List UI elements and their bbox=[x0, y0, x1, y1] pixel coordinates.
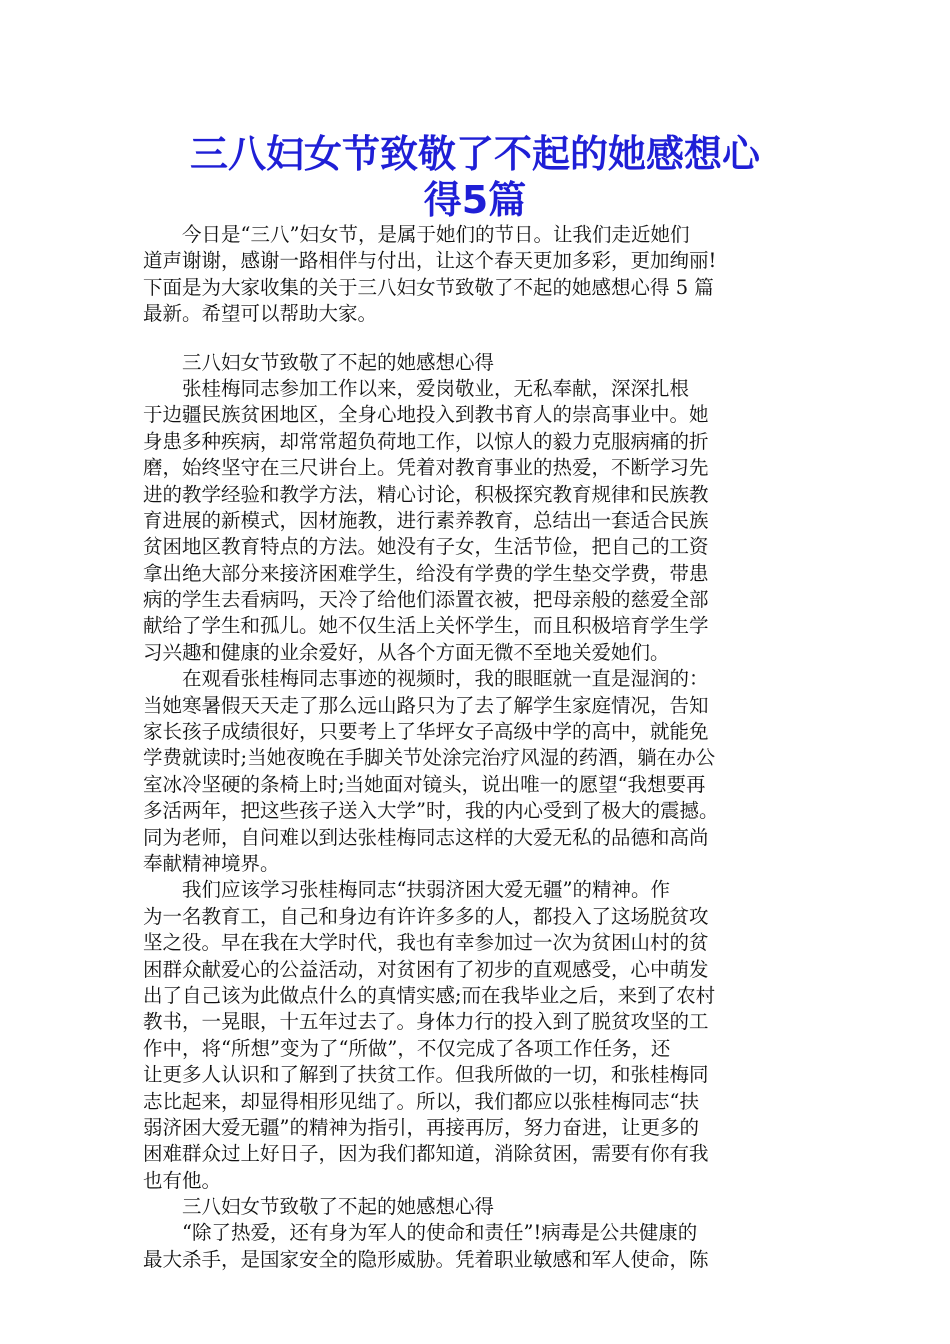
section-heading: 三八妇女节致敬了不起的她感想心得 bbox=[143, 350, 495, 374]
text-line: 作中，将“所想”变为了“所做”，不仅完成了各项工作任务，还 bbox=[143, 1036, 671, 1060]
text-line: 困群众献爱心的公益活动，对贫困有了初步的直观感受，心中萌发 bbox=[143, 957, 709, 981]
text-line: 出了自己该为此做点什么的真情实感;而在我毕业之后，来到了农村 bbox=[143, 983, 716, 1007]
text-line: 弱济困大爱无疆”的精神为指引，再接再厉，努力奋进，让更多的 bbox=[143, 1115, 699, 1139]
text-line: 于边疆民族贫困地区，全身心地投入到教书育人的崇高事业中。她 bbox=[143, 403, 709, 427]
text-line: 磨，始终坚守在三尺讲台上。凭着对教育事业的热爱，不断学习先 bbox=[143, 456, 709, 480]
text-line: 下面是为大家收集的关于三八妇女节致敬了不起的她感想心得 5 篇 bbox=[143, 275, 714, 299]
text-line: 育进展的新模式，因材施教，进行素养教育，总结出一套适合民族 bbox=[143, 508, 709, 532]
section2-paragraph-1 bbox=[143, 1220, 811, 1273]
text-line: 贫困地区教育特点的方法。她没有子女，生活节俭，把自己的工资 bbox=[143, 535, 709, 559]
document-title-line1: 三八妇女节致敬了不起的她感想心 bbox=[189, 132, 760, 176]
text-line: 家长孩子成绩很好，只要考上了华坪女子高级中学的高中，就能免 bbox=[143, 720, 709, 744]
text-line: 病的学生去看病吗，天冷了给他们添置衣被，把母亲般的慈爱全部 bbox=[143, 588, 709, 612]
text-line: 志比起来，却显得相形见绌了。所以，我们都应以张桂梅同志“扶 bbox=[143, 1089, 699, 1113]
document-title-line2: 得5篇 bbox=[423, 178, 527, 222]
section1-paragraph-3 bbox=[143, 877, 811, 1194]
text-line: 今日是“三八”妇女节，是属于她们的节日。让我们走近她们 bbox=[143, 223, 690, 246]
text-line: 也有他。 bbox=[143, 1168, 222, 1192]
text-line: 室冰冷坚硬的条椅上时;当她面对镜头，说出唯一的愿望“我想要再 bbox=[143, 772, 706, 796]
text-line: 我们应该学习张桂梅同志“扶弱济困大爱无疆”的精神。作 bbox=[143, 878, 670, 902]
text-line: 在观看张桂梅同志事迹的视频时，我的眼眶就一直是湿润的： bbox=[143, 667, 709, 691]
text-line: 习兴趣和健康的业余爱好，从各个方面无微不至地关爱她们。 bbox=[143, 640, 670, 664]
text-line: 献给了学生和孤儿。她不仅生活上关怀学生，而且积极培育学生学 bbox=[143, 614, 709, 638]
intro-paragraph bbox=[143, 222, 811, 328]
document-body bbox=[143, 222, 811, 1273]
section-heading: 三八妇女节致敬了不起的她感想心得 bbox=[143, 1195, 495, 1219]
text-line: “除了热爱，还有身为军人的使命和责任”!病毒是公共健康的 bbox=[143, 1221, 698, 1245]
text-line: 身患多种疾病，却常常超负荷地工作，以惊人的毅力克服病痛的折 bbox=[143, 429, 709, 453]
text-line: 最新。希望可以帮助大家。 bbox=[143, 302, 378, 326]
text-line: 让更多人认识和了解到了扶贫工作。但我所做的一切，和张桂梅同 bbox=[143, 1063, 709, 1087]
text-line: 学费就读时;当她夜晚在手脚关节处涂完治疗风湿的药酒，躺在办公 bbox=[143, 746, 716, 770]
text-line: 当她寒暑假天天走了那么远山路只为了去了解学生家庭情况，告知 bbox=[143, 693, 709, 717]
text-line: 同为老师，自问难以到达张桂梅同志这样的大爱无私的品德和高尚 bbox=[143, 825, 709, 849]
text-line: 奉献精神境界。 bbox=[143, 851, 280, 875]
text-line: 坚之役。早在我在大学时代，我也有幸参加过一次为贫困山村的贫 bbox=[143, 931, 709, 955]
text-line: 多活两年，把这些孩子送入大学”时，我的内心受到了极大的震撼。 bbox=[143, 799, 719, 823]
text-line: 教书，一晃眼，十五年过去了。身体力行的投入到了脱贫攻坚的工 bbox=[143, 1010, 709, 1034]
paragraph-gap bbox=[143, 328, 811, 350]
text-line: 张桂梅同志参加工作以来，爱岗敬业，无私奉献，深深扎根 bbox=[143, 376, 690, 400]
text-line: 最大杀手，是国家安全的隐形威胁。凭着职业敏感和军人使命，陈 bbox=[143, 1247, 709, 1271]
section1-paragraph-2 bbox=[143, 666, 811, 877]
text-line: 进的教学经验和教学方法，精心讨论，积极探究教育规律和民族教 bbox=[143, 482, 709, 506]
section1-paragraph-1 bbox=[143, 376, 811, 666]
text-line: 为一名教育工，自己和身边有许许多多的人，都投入了这场脱贫攻 bbox=[143, 904, 709, 928]
text-line: 道声谢谢，感谢一路相伴与付出，让这个春天更加多彩，更加绚丽! bbox=[143, 249, 717, 273]
text-line: 拿出绝大部分来接济困难学生，给没有学费的学生垫交学费，带患 bbox=[143, 561, 709, 585]
text-line: 困难群众过上好日子，因为我们都知道，消除贫困，需要有你有我 bbox=[143, 1142, 709, 1166]
